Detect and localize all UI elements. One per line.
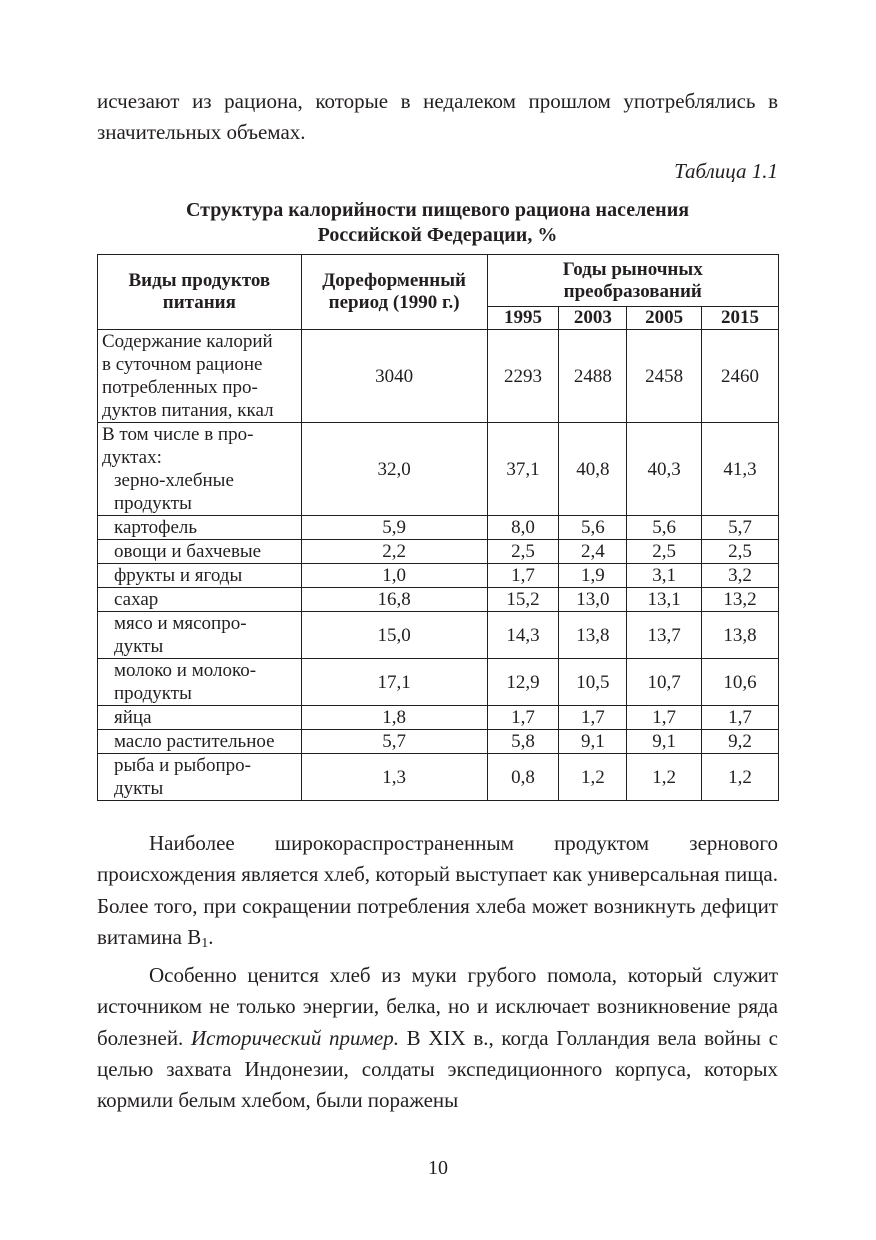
cell-value: 2,2 — [301, 540, 487, 564]
cell-value: 41,3 — [702, 423, 779, 516]
cell-value: 40,8 — [559, 423, 627, 516]
row-label: масло растительное — [98, 730, 302, 754]
cell-value: 2,5 — [702, 540, 779, 564]
table-row — [98, 423, 779, 516]
cell-value: 2,4 — [559, 540, 627, 564]
table-row — [98, 754, 779, 801]
header-year: 1995 — [487, 307, 559, 330]
italic-phrase: Исторический пример. — [190, 1025, 399, 1050]
cell-value: 13,2 — [702, 588, 779, 612]
cell-value: 10,7 — [627, 659, 702, 706]
cell-value: 2460 — [702, 330, 779, 423]
cell-value: 3040 — [301, 330, 487, 423]
row-label: В том числе в про- дуктах: зерно-хлебные продукты — [98, 423, 302, 516]
cell-value: 1,3 — [301, 754, 487, 801]
cell-value: 17,1 — [301, 659, 487, 706]
cell-value: 13,1 — [627, 588, 702, 612]
cell-value: 0,8 — [487, 754, 559, 801]
cell-value: 9,1 — [559, 730, 627, 754]
cell-value: 5,7 — [702, 516, 779, 540]
cell-value: 5,7 — [301, 730, 487, 754]
cell-value: 13,7 — [627, 612, 702, 659]
cell-value: 5,6 — [559, 516, 627, 540]
row-label: сахар — [98, 588, 302, 612]
table-row — [98, 706, 779, 730]
cell-value: 32,0 — [301, 423, 487, 516]
page-number: 10 — [428, 1157, 448, 1179]
cell-value: 9,2 — [702, 730, 779, 754]
table-row — [98, 330, 779, 423]
header-year: 2015 — [702, 307, 779, 330]
cell-value: 1,9 — [559, 564, 627, 588]
cell-value: 13,8 — [559, 612, 627, 659]
header-market-years: Годы рыночных преобразований — [487, 255, 778, 307]
cell-value: 12,9 — [487, 659, 559, 706]
cell-value: 5,6 — [627, 516, 702, 540]
cell-value: 15,0 — [301, 612, 487, 659]
cell-value: 3,2 — [702, 564, 779, 588]
table-row — [98, 588, 779, 612]
cell-value: 3,1 — [627, 564, 702, 588]
table-row — [98, 516, 779, 540]
row-label: фрукты и ягоды — [98, 564, 302, 588]
table-row — [98, 564, 779, 588]
cell-value: 16,8 — [301, 588, 487, 612]
table-row — [98, 540, 779, 564]
cell-value: 2,5 — [487, 540, 559, 564]
table-label: Таблица 1.1 — [674, 159, 778, 183]
cell-value: 1,7 — [559, 706, 627, 730]
row-label: молоко и молоко- продукты — [98, 659, 302, 706]
header-pre-reform: Дореформенный период (1990 г.) — [301, 255, 487, 330]
calorie-structure-table — [97, 254, 779, 801]
intro-paragraph: исчезают из рациона, которые в недалеком прошлом употреблялись в значительных объемах. — [97, 89, 778, 145]
cell-value: 1,7 — [487, 564, 559, 588]
cell-value: 1,7 — [702, 706, 779, 730]
cell-value: 1,8 — [301, 706, 487, 730]
cell-value: 2488 — [559, 330, 627, 423]
cell-value: 5,8 — [487, 730, 559, 754]
table-title — [97, 198, 778, 248]
cell-value: 10,5 — [559, 659, 627, 706]
cell-value: 2293 — [487, 330, 559, 423]
cell-value: 8,0 — [487, 516, 559, 540]
cell-value: 15,2 — [487, 588, 559, 612]
table-title-line: Российской Федерации, % — [317, 224, 558, 246]
subscript: 1 — [201, 935, 209, 951]
cell-value: 1,2 — [559, 754, 627, 801]
table-row — [98, 730, 779, 754]
cell-value: 9,1 — [627, 730, 702, 754]
cell-value: 13,8 — [702, 612, 779, 659]
cell-value: 10,6 — [702, 659, 779, 706]
cell-value: 40,3 — [627, 423, 702, 516]
cell-value: 5,9 — [301, 516, 487, 540]
table-row — [98, 612, 779, 659]
header-product-type: Виды продуктов питания — [98, 255, 302, 330]
row-label: Содержание калорий в суточном рационе потребленных про- дуктов питания, ккал — [98, 330, 302, 423]
paragraph-bread: Наиболее широкораспространенным продуктом зернового происхождения является хлеб, который выступает как универсальная пища. Более того, при сокращении потребления хлеба может возникнуть дефицит витамина $В_1$. — [97, 831, 778, 951]
paragraph-coarse-flour: Особенно ценится хлеб из муки грубого помола, который служит источником не только энергии, белка, но и исключает возникновение ряда болезней. Исторический пример. В XIX в., когда Голландия вела войны с целью захвата Индонезии, солдаты экспедиционного корпуса, которых кормили белым хлебом, были поражены — [97, 963, 778, 1113]
header-year: 2005 — [627, 307, 702, 330]
cell-value: 1,7 — [627, 706, 702, 730]
cell-value: 13,0 — [559, 588, 627, 612]
cell-value: 1,2 — [702, 754, 779, 801]
row-label: картофель — [98, 516, 302, 540]
table-title-line: Структура калорийности пищевого рациона населения — [185, 199, 690, 221]
cell-value: 2,5 — [627, 540, 702, 564]
cell-value: 2458 — [627, 330, 702, 423]
row-label: овощи и бахчевые — [98, 540, 302, 564]
cell-value: 37,1 — [487, 423, 559, 516]
cell-value: 1,0 — [301, 564, 487, 588]
row-label: яйца — [98, 706, 302, 730]
header-year: 2003 — [559, 307, 627, 330]
cell-value: 1,7 — [487, 706, 559, 730]
cell-value: 1,2 — [627, 754, 702, 801]
row-label: мясо и мясопро- дукты — [98, 612, 302, 659]
table-row — [98, 659, 779, 706]
cell-value: 14,3 — [487, 612, 559, 659]
row-label: рыба и рыбопро- дукты — [98, 754, 302, 801]
